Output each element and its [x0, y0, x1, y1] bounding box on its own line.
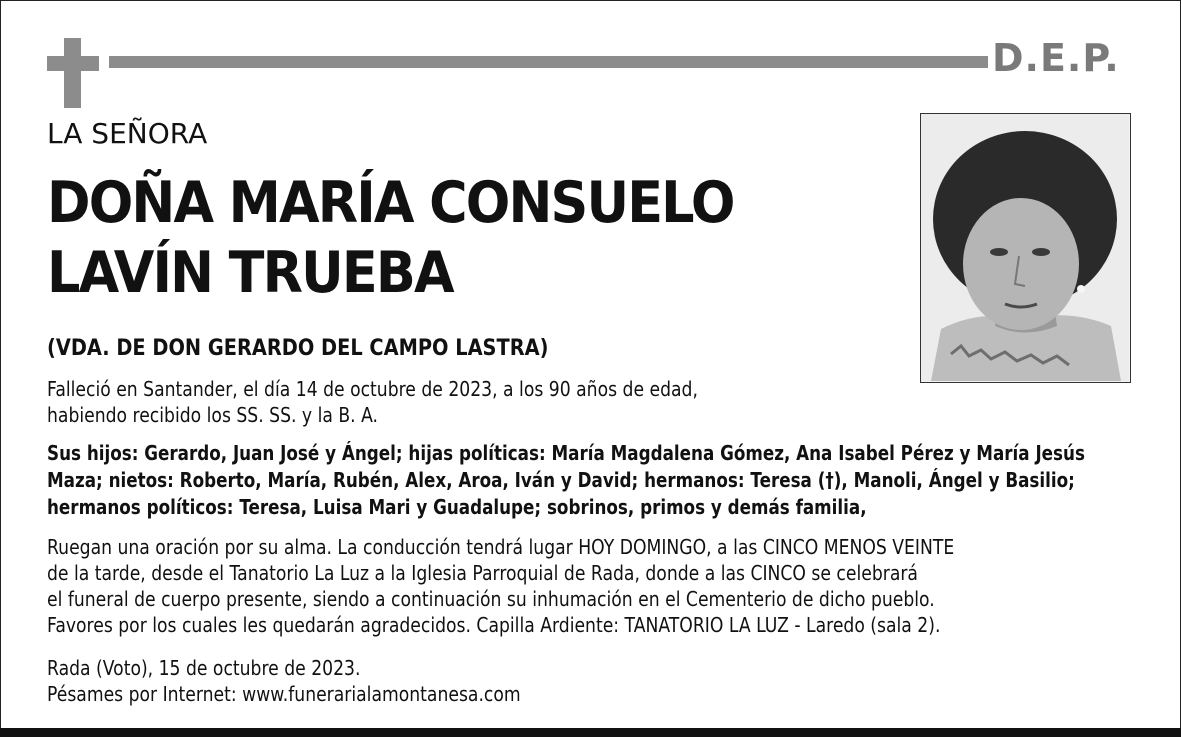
closing: [47, 655, 521, 707]
widow-of: (VDA. DE DON GERARDO DEL CAMPO LASTRA): [47, 336, 549, 361]
cross-icon: [47, 38, 99, 108]
bottom-bar: [0, 728, 1181, 737]
prayer-line-1: Ruegan una oración por su alma. La conducción tendrá lugar HOY DOMINGO, a las CINCO MENOS VEINTE: [47, 535, 955, 559]
family-list: [47, 440, 1085, 521]
name-line-1: DOÑA MARÍA CONSUELO: [47, 170, 734, 236]
family-line-2: Maza; nietos: Roberto, María, Rubén, Alex, Aroa, Iván y David; hermanos: Teresa (†), Manoli, Ángel y Basilio;: [47, 468, 1075, 492]
name-line-2: LAVÍN TRUEBA: [47, 240, 453, 306]
deceased-name: [47, 168, 734, 308]
death-line-1: Falleció en Santander, el día 14 de octubre de 2023, a los 90 años de edad,: [47, 377, 698, 401]
header-rule: [109, 56, 988, 68]
place-date: Rada (Voto), 15 de octubre de 2023.: [47, 656, 361, 680]
honorific: LA SEÑORA: [47, 117, 208, 150]
death-line-2: habiendo recibido los SS. SS. y la B. A.: [47, 403, 379, 427]
condolence-web: Pésames por Internet: www.funerarialamontanesa.com: [47, 682, 521, 706]
dep-label: D.E.P.: [992, 36, 1120, 80]
death-notice: [47, 376, 698, 428]
family-line-1: Sus hijos: Gerardo, Juan José y Ángel; hijas políticas: María Magdalena Gómez, Ana Isabel Pérez y María Jesús: [47, 441, 1085, 465]
family-line-3: hermanos políticos: Teresa, Luisa Mari y Guadalupe; sobrinos, primos y demás familia,: [47, 495, 867, 519]
prayer-line-3: el funeral de cuerpo presente, siendo a continuación su inhumación en el Cementerio de dicho pueblo.: [47, 587, 935, 611]
prayer-line-2: de la tarde, desde el Tanatorio La Luz a la Iglesia Parroquial de Rada, donde a las CINCO se celebrará: [47, 561, 918, 585]
prayer-notice: [47, 534, 954, 638]
portrait-photo: [920, 113, 1131, 383]
prayer-line-4: Favores por los cuales les quedarán agradecidos. Capilla Ardiente: TANATORIO LA LUZ - Laredo (sala 2).: [47, 613, 941, 637]
